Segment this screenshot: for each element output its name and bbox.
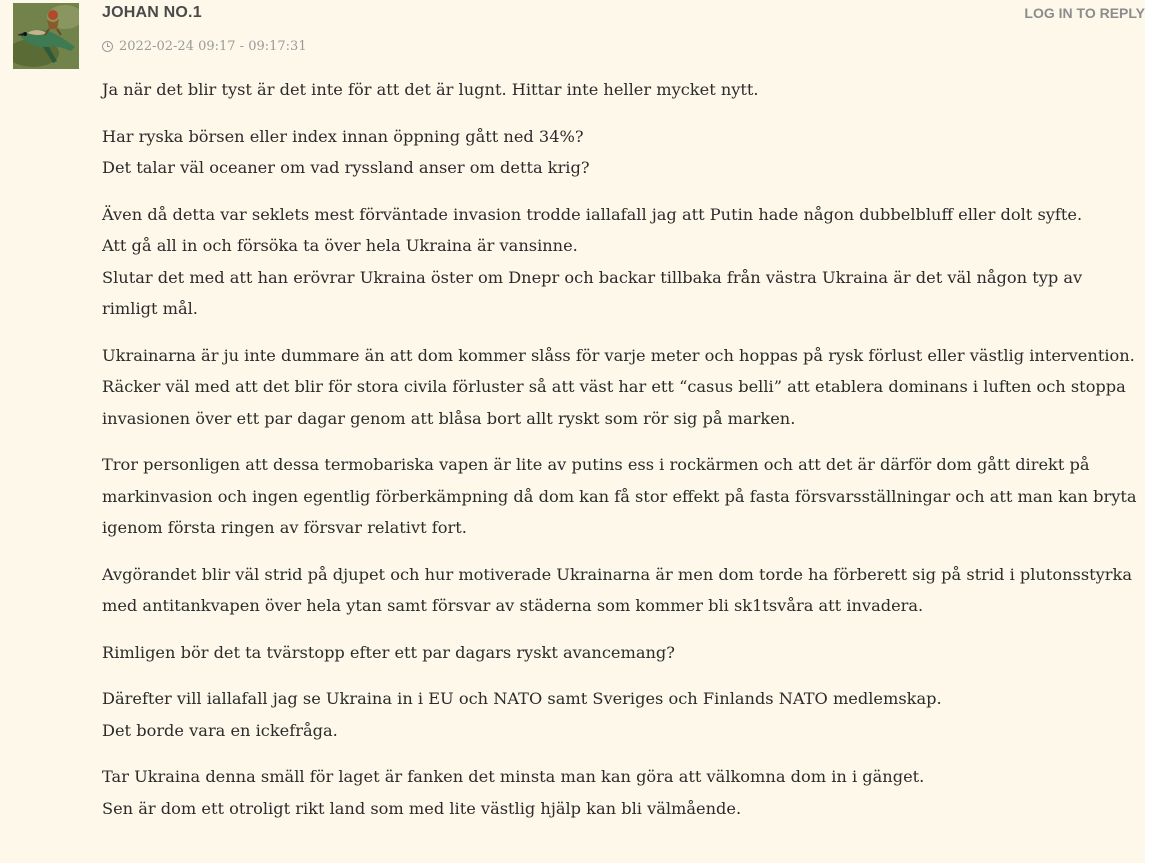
clock-icon — [102, 41, 113, 52]
author-name[interactable]: JOHAN NO.1 — [102, 4, 202, 21]
comment-paragraph: Har ryska börsen eller index innan öppning gått ned 34%? Det talar väl oceaner om vad ryssland anser om detta krig? — [102, 126, 590, 177]
avatar-bird-photo-icon — [13, 3, 79, 69]
comment-timestamp — [102, 39, 307, 54]
avatar[interactable] — [13, 3, 79, 69]
comment-paragraph: Tar Ukraina denna smäll för laget är fanken det minsta man kan göra att välkomna dom in i gänget. Sen är dom ett otroligt rikt land som med lite västlig hjälp kan bli välmående. — [102, 767, 925, 818]
comment-paragraph: Därefter vill iallafall jag se Ukraina in i EU och NATO samt Sveriges och Finlands NATO medlemskap. Det borde vara en ickefråga. — [102, 689, 942, 740]
timestamp-text: 2022-02-24 09:17 - 09:17:31 — [119, 39, 307, 54]
log-in-to-reply-link[interactable]: LOG IN TO REPLY — [1024, 5, 1145, 21]
comment-paragraph: Rimligen bör det ta tvärstopp efter ett par dagars ryskt avancemang? — [102, 642, 675, 662]
comment-paragraph: Tror personligen att dessa termobariska vapen är lite av putins ess i rockärmen och att det är därför dom gått direkt på markinvasion och ingen egentlig förberkämpning då dom kan få stor effekt på fasta försvarsställningar och att man kan bryta igenom första ringen av försvar relativt fort. — [102, 455, 1137, 537]
comment-paragraph: Även då detta var seklets mest förväntade invasion trodde iallafall jag att Putin hade någon dubbelbluff eller dolt syfte. Att gå all in och försöka ta över hela Ukraina är vansinne. Slutar det med att han erövrar Ukraina öster om Dnepr och backar tillbaka från västra Ukraina är det väl någon typ av rimligt mål. — [102, 204, 1083, 318]
comment-paragraph: Ja när det blir tyst är det inte för att det är lugnt. Hittar inte heller mycket nytt. — [102, 80, 759, 99]
comment-paragraph: Ukrainarna är ju inte dummare än att dom kommer slåss för varje meter och hoppas på rysk förlust eller västlig intervention. Räcker väl med att det blir för stora civila förluster så att väst har ett “casus belli” att etablera dominans i luften och stoppa invasionen över ett par dagar genom att blåsa bort allt ryskt som rör sig på marken. — [102, 345, 1135, 428]
comment-paragraph: Avgörandet blir väl strid på djupet och hur motiverade Ukrainarna är men dom torde ha förberett sig på strid i plutonsstyrka med antitankvapen över hela ytan samt försvar av städerna som kommer bli sk1tsvåra att invadera. — [102, 564, 1132, 615]
comment-body — [102, 74, 1142, 839]
